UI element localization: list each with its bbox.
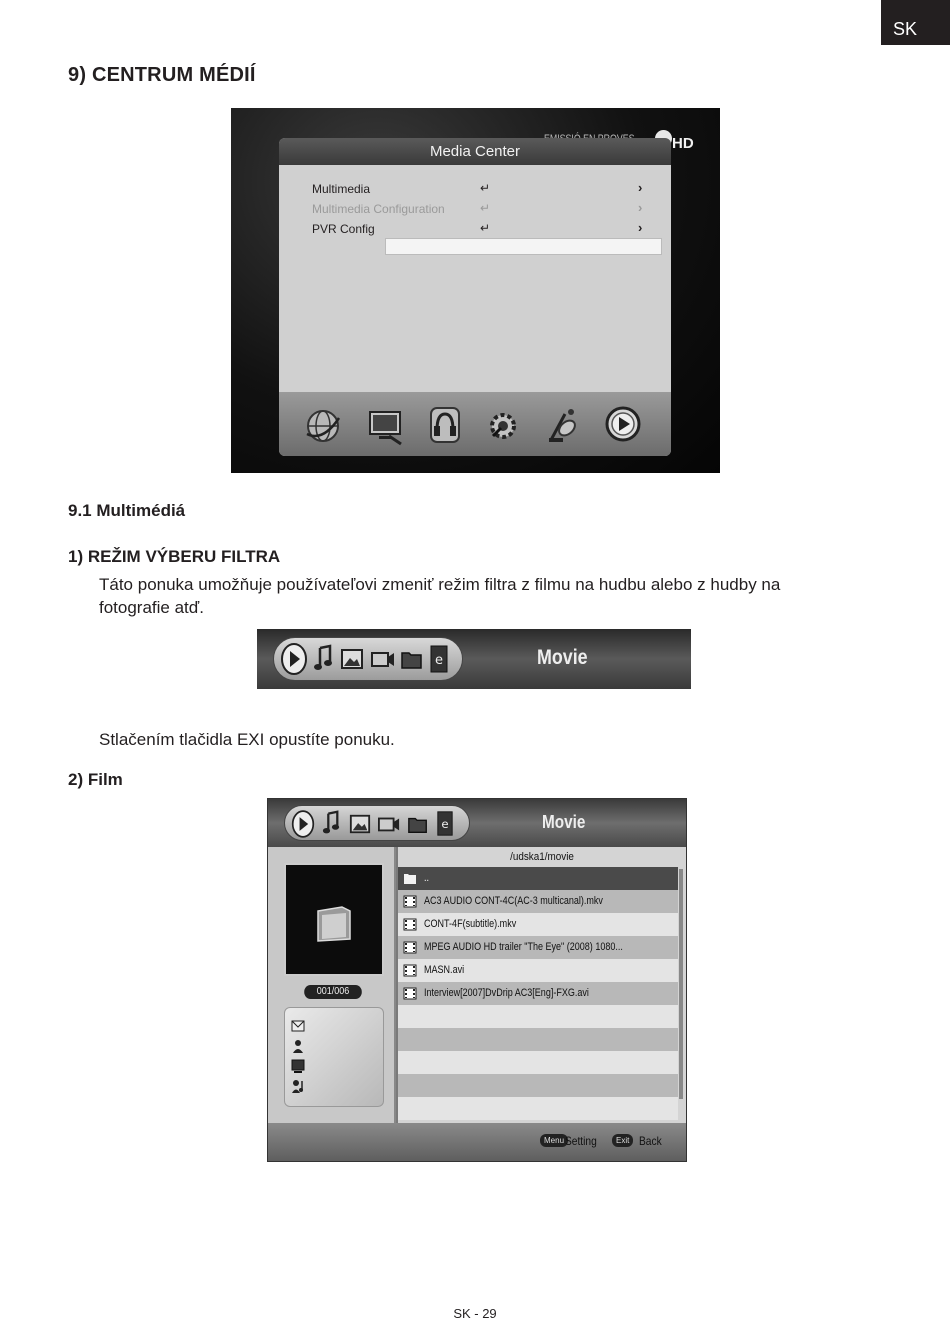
ebook-icon[interactable] <box>428 644 450 674</box>
current-path: /udska1/movie <box>510 851 574 863</box>
setting-label[interactable]: Setting <box>565 1134 597 1148</box>
play-icon[interactable] <box>603 402 643 446</box>
empty-row <box>398 1097 678 1120</box>
media-center-screenshot <box>231 108 720 473</box>
preview-pane <box>268 847 396 1123</box>
file-name: Interview[2007]DvDrip AC3[Eng]-FXG.avi <box>424 987 589 999</box>
folder-icon <box>403 872 417 885</box>
file-row[interactable] <box>398 890 678 913</box>
filter-mode-heading: 1) REŽIM VÝBERU FILTRA <box>68 547 281 566</box>
film-browser-screenshot <box>267 798 687 1162</box>
file-row[interactable] <box>398 913 678 936</box>
mail-icon <box>291 1018 305 1034</box>
main-menu-icon-bar <box>279 392 671 456</box>
photo-icon[interactable] <box>340 646 364 672</box>
filter-mode-text-line1: Táto ponuka umožňuje používateľovi zmeniť režim filtra z filmu na hudbu alebo z hudby na <box>99 575 781 594</box>
menu-item-label: Multimedia Configuration <box>312 202 445 216</box>
menu-item-multimedia[interactable] <box>312 180 644 198</box>
film-icon <box>403 987 417 1000</box>
person-icon <box>291 1038 305 1054</box>
filter-icon-capsule <box>273 637 463 681</box>
enter-icon: ↵ <box>480 221 491 235</box>
film-topbar <box>268 799 686 847</box>
menu-item-label: Multimedia <box>312 182 371 196</box>
preview-thumbnail <box>284 863 384 976</box>
file-list <box>398 847 686 1123</box>
section-title: 9) CENTRUM MÉDIÍ <box>68 64 256 86</box>
empty-row <box>398 1074 678 1097</box>
media-center-panel <box>279 138 671 456</box>
language-tab <box>881 0 950 45</box>
filter-mode-title: Movie <box>537 646 588 669</box>
chevron-right-icon: › <box>638 220 643 235</box>
enter-icon: ↵ <box>480 201 491 215</box>
file-info-box <box>284 1007 384 1107</box>
folder-icon <box>312 901 356 945</box>
film-icon <box>403 941 417 954</box>
file-row[interactable] <box>398 936 678 959</box>
file-row[interactable] <box>398 959 678 982</box>
video-icon[interactable] <box>370 647 396 671</box>
file-name: AC3 AUDIO CONT-4C(AC-3 multicanal).mkv <box>424 895 603 907</box>
gear-icon[interactable] <box>483 402 523 446</box>
menu-item-pvr-config[interactable] <box>312 220 644 238</box>
file-name: MPEG AUDIO HD trailer "The Eye" (2008) 1080... <box>424 941 623 953</box>
list-scrollbar[interactable] <box>679 869 683 1099</box>
exit-instruction: Stlačením tlačidla EXI opustíte ponuku. <box>99 730 395 749</box>
film-icon <box>403 895 417 908</box>
film-title: Movie <box>542 812 586 832</box>
file-name: .. <box>424 872 430 884</box>
filter-mode-text-line2: fotografie atď. <box>99 598 204 617</box>
play-icon[interactable] <box>291 809 315 839</box>
filter-strip-screenshot <box>257 629 691 689</box>
monitor-icon[interactable] <box>365 402 405 446</box>
user-music-icon <box>291 1078 305 1094</box>
folder-icon[interactable] <box>407 813 429 835</box>
chevron-right-icon: › <box>638 180 643 195</box>
file-name: CONT-4F(subtitle).mkv <box>424 918 517 930</box>
globe-icon[interactable] <box>303 402 343 446</box>
headset-icon[interactable] <box>425 402 465 446</box>
ebook-icon[interactable] <box>435 810 455 837</box>
film-icon <box>403 964 417 977</box>
menu-key-icon: Menu <box>540 1134 568 1147</box>
page-number: SK - 29 <box>453 1306 497 1321</box>
file-counter: 001/006 <box>304 985 362 999</box>
photo-icon[interactable] <box>349 812 371 836</box>
media-center-title: Media Center <box>279 138 671 165</box>
video-icon[interactable] <box>377 813 401 835</box>
satellite-icon[interactable] <box>543 402 583 446</box>
film-icon <box>403 918 417 931</box>
exit-key-icon: Exit <box>612 1134 633 1147</box>
language-tab-label: SK <box>893 19 918 39</box>
file-row[interactable] <box>398 982 678 1005</box>
play-icon[interactable] <box>280 642 308 676</box>
empty-row <box>398 1051 678 1074</box>
file-name: MASN.avi <box>424 964 465 976</box>
music-icon[interactable] <box>312 644 334 674</box>
folder-icon[interactable] <box>400 647 424 671</box>
hd-label: HD <box>672 135 694 152</box>
menu-item-label: PVR Config <box>312 222 375 236</box>
empty-row <box>398 1005 678 1028</box>
empty-row <box>398 1028 678 1051</box>
film-heading: 2) Film <box>68 770 123 789</box>
file-row[interactable] <box>398 867 678 890</box>
selection-highlight <box>385 238 662 255</box>
back-label[interactable]: Back <box>639 1134 662 1148</box>
film-bottombar <box>268 1123 686 1162</box>
svg-text:e: e <box>435 653 443 668</box>
subsection-title: 9.1 Multimédiá <box>68 501 186 520</box>
chevron-right-icon: › <box>638 200 643 215</box>
menu-item-multimedia-configuration[interactable] <box>312 200 644 218</box>
screen-icon <box>291 1058 305 1074</box>
filter-icon-capsule <box>284 805 470 841</box>
enter-icon: ↵ <box>480 181 491 195</box>
svg-text:e: e <box>441 817 449 831</box>
music-icon[interactable] <box>321 810 341 837</box>
